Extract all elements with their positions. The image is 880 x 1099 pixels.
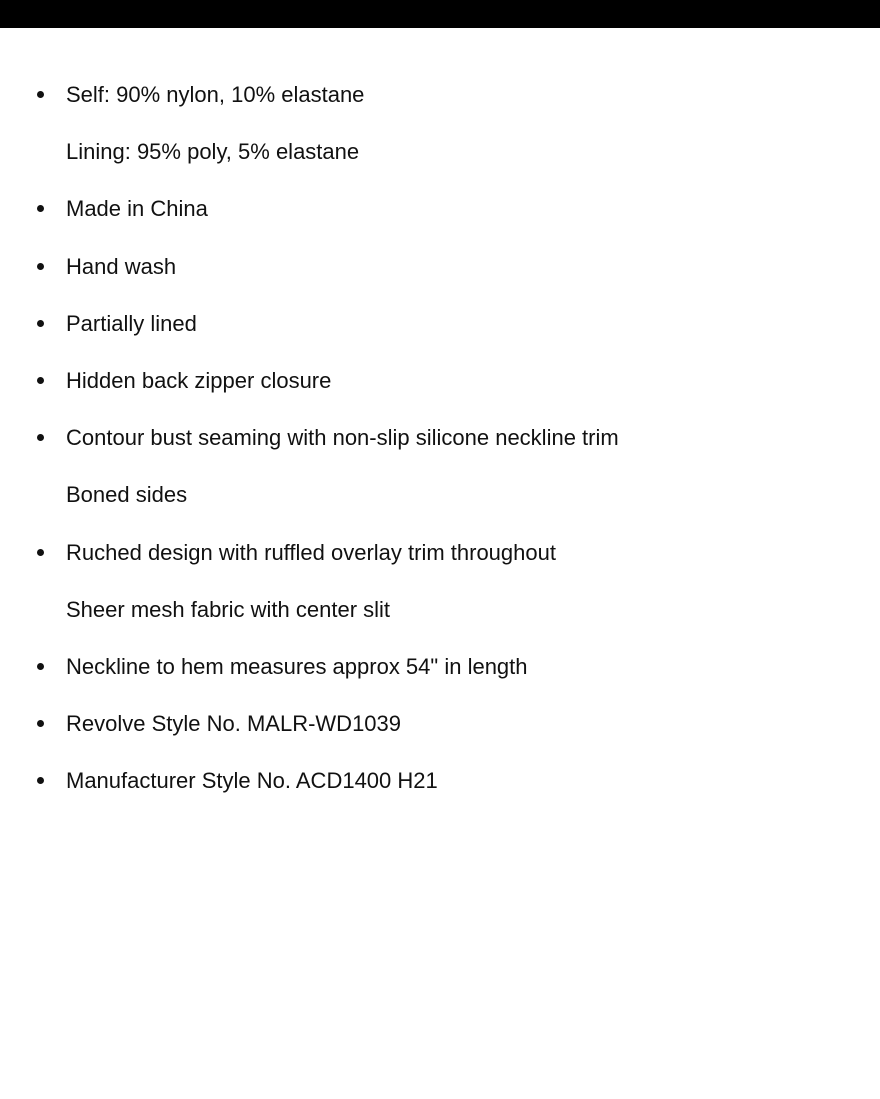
list-item-continuation	[0, 581, 880, 638]
list-item-continuation	[0, 123, 880, 180]
list-item-text: Partially lined	[66, 310, 197, 336]
list-item-text: Revolve Style No. MALR-WD1039	[66, 711, 402, 737]
bullet-icon	[37, 663, 44, 670]
list-item	[0, 238, 880, 295]
list-item-text: Self: 90% nylon, 10% elastane	[66, 82, 365, 107]
list-item-text: Neckline to hem measures approx 54" in length	[66, 653, 528, 679]
top-bar	[0, 0, 880, 28]
list-item-text: Sheer mesh fabric with center slit	[66, 596, 391, 622]
bullet-icon	[37, 263, 44, 270]
bullet-icon	[37, 549, 44, 556]
bullet-icon	[37, 720, 44, 727]
list-item-text: Lining: 95% poly, 5% elastane	[66, 139, 360, 165]
bullet-icon	[37, 91, 44, 98]
bullet-icon	[37, 320, 44, 327]
list-item	[0, 66, 880, 123]
product-details-list	[0, 66, 880, 809]
list-item	[0, 295, 880, 352]
list-item-text: Made in China	[66, 196, 208, 222]
list-item	[0, 752, 880, 809]
list-item-text: Hand wash	[66, 253, 177, 279]
list-item	[0, 638, 880, 695]
list-item	[0, 524, 880, 581]
list-item-text: Manufacturer Style No. ACD1400 H21	[66, 768, 438, 794]
bullet-icon	[37, 434, 44, 441]
list-item	[0, 409, 880, 466]
list-item	[0, 352, 880, 409]
list-item	[0, 695, 880, 752]
bullet-icon	[37, 777, 44, 784]
list-item-text: Ruched design with ruffled overlay trim throughout	[66, 539, 556, 565]
bullet-icon	[37, 205, 44, 212]
list-item-text: Hidden back zipper closure	[66, 367, 332, 393]
list-item	[0, 180, 880, 237]
list-item-continuation	[0, 466, 880, 523]
bullet-icon	[37, 377, 44, 384]
list-item-text: Contour bust seaming with non-slip silicone neckline trim	[66, 425, 619, 451]
list-item-text: Boned sides	[66, 482, 188, 508]
